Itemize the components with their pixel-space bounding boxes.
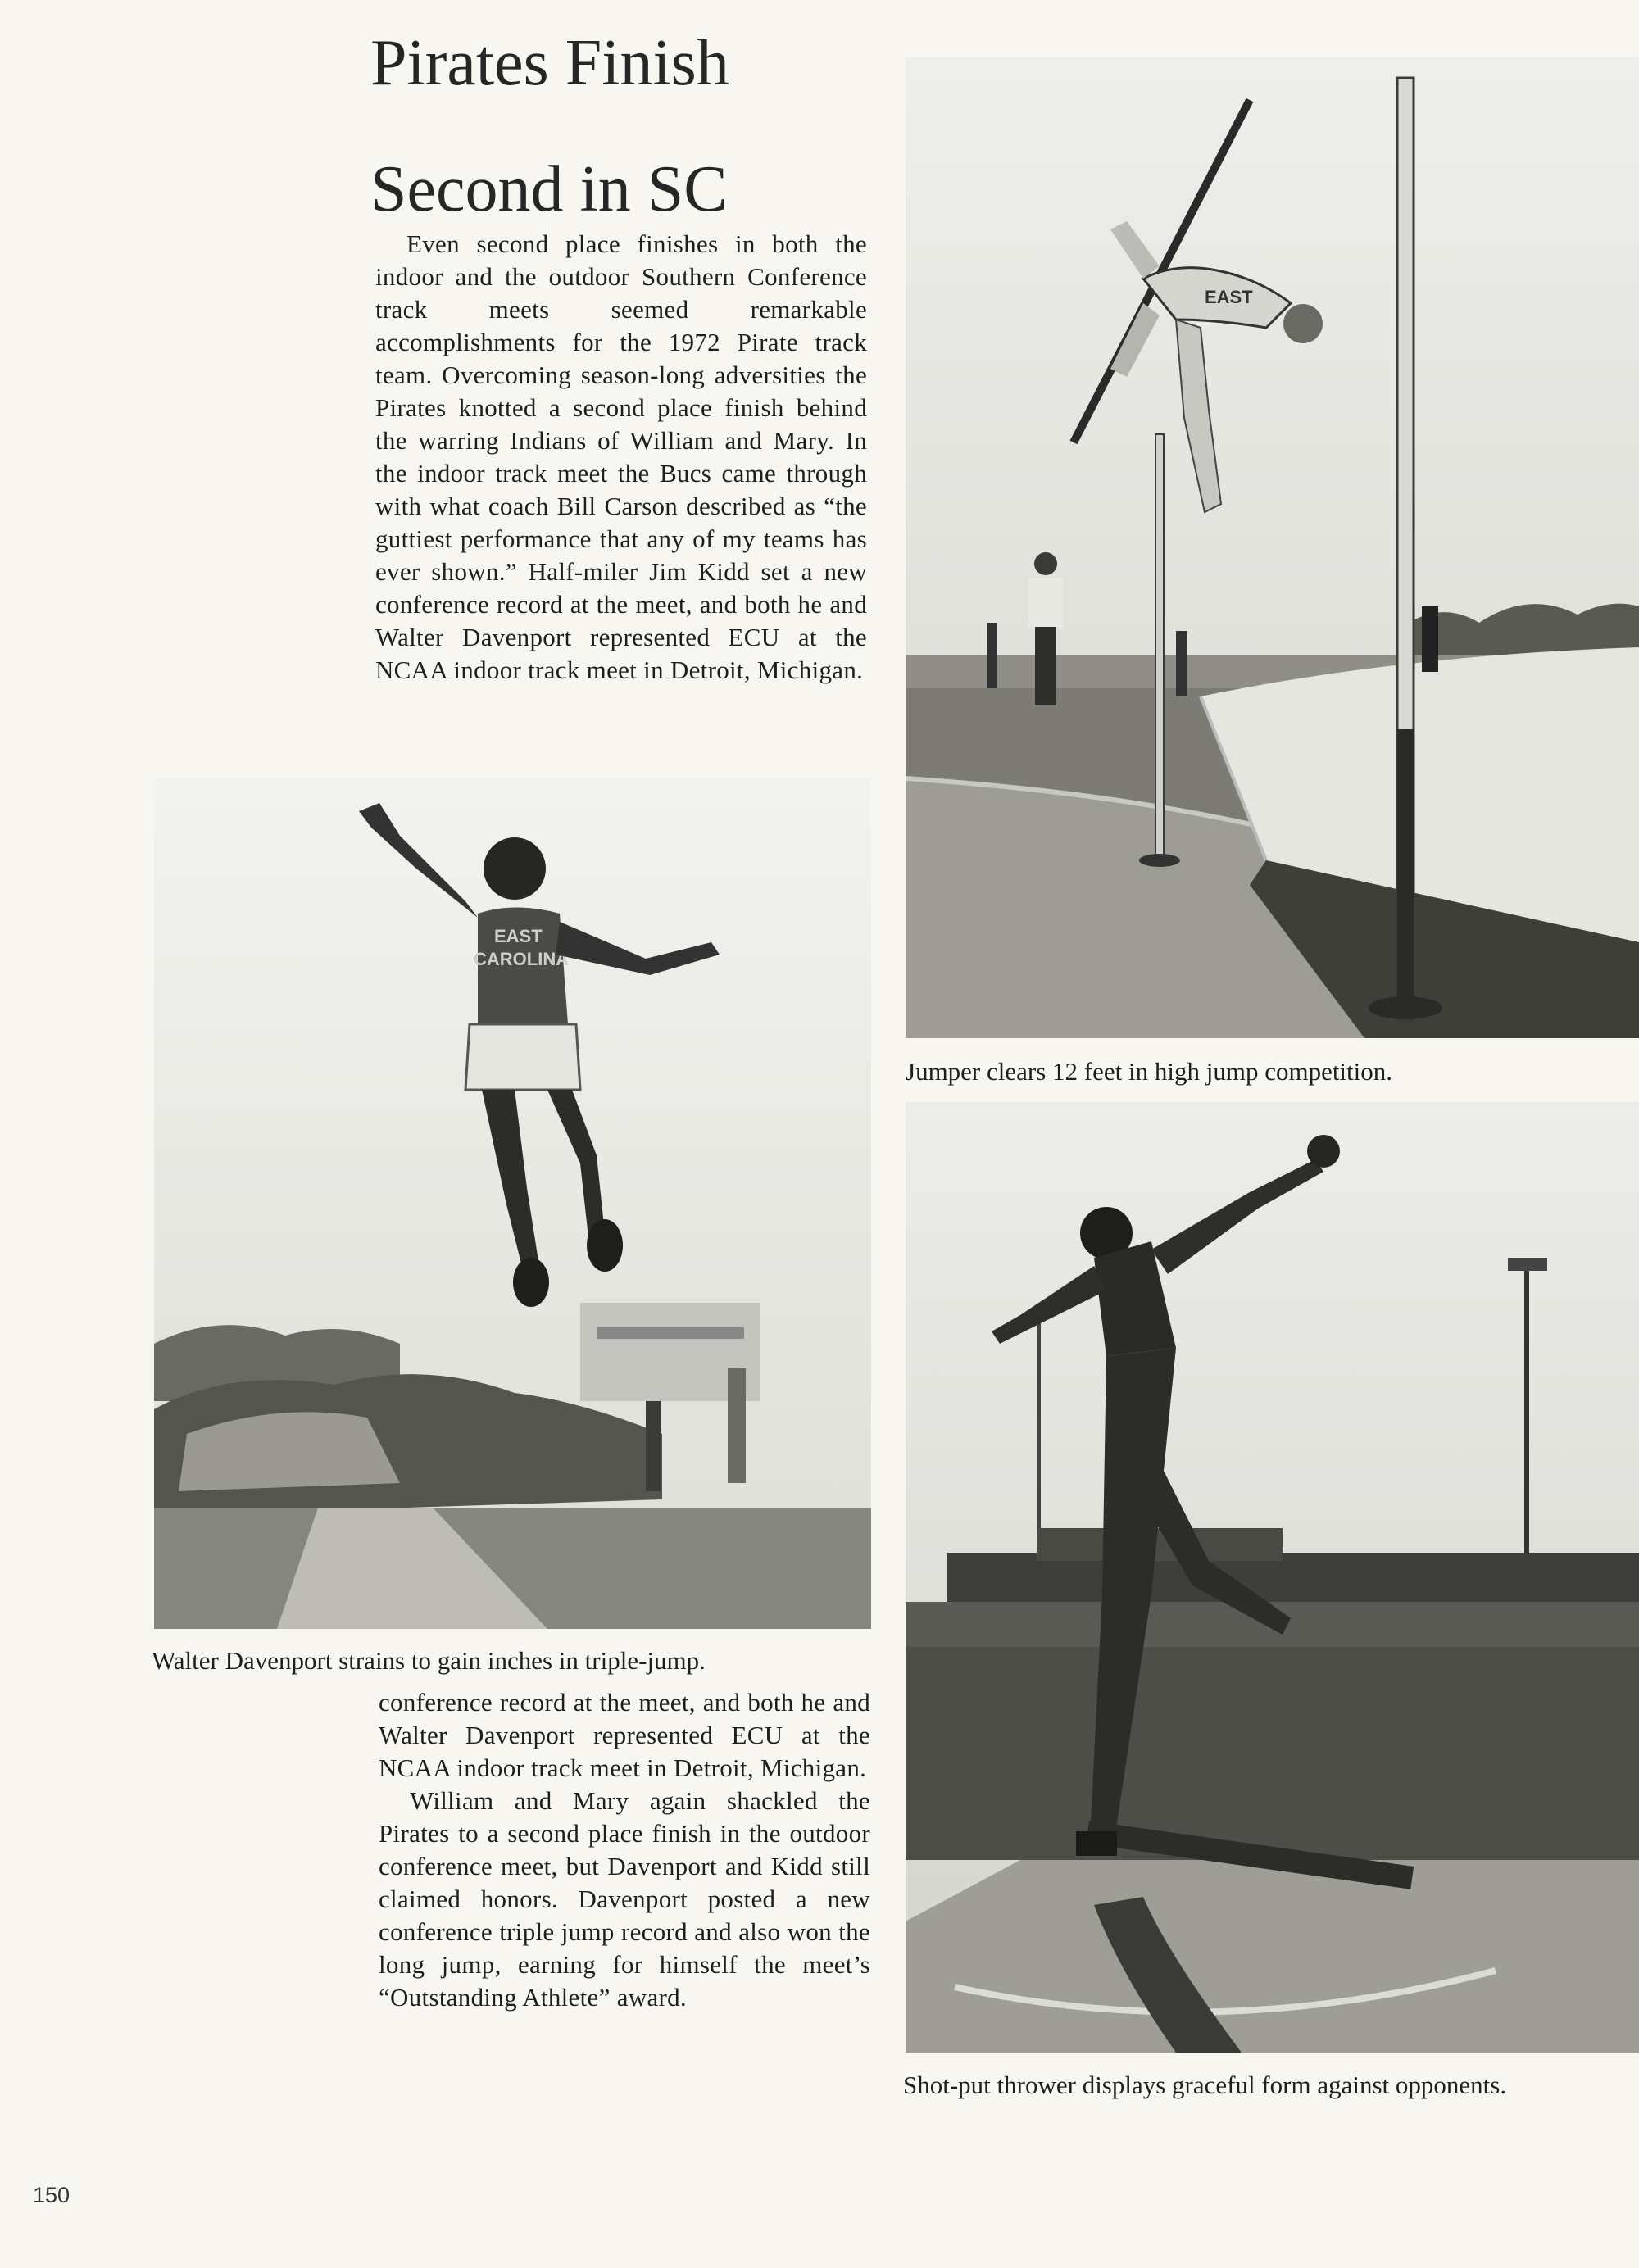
shot-put-caption: Shot-put thrower displays graceful form against opponents. bbox=[903, 2071, 1507, 2099]
long-jump-caption: Walter Davenport strains to gain inches in triple-jump. bbox=[152, 1646, 706, 1675]
high-jump-caption: Jumper clears 12 feet in high jump competition. bbox=[906, 1057, 1393, 1086]
long-jump-photo bbox=[154, 778, 871, 1629]
high-jump-photo bbox=[906, 57, 1639, 1038]
high-jump-jersey-text: EAST bbox=[1205, 287, 1253, 307]
intro-column bbox=[375, 228, 867, 687]
intro-paragraph: Even second place finishes in both the indoor and the outdoor Southern Conference track meets seemed remarkable accomplishments for the 1972 Pirate track team. Overcoming season-long adversities the Pirates knotted a second place finish behind the warring Indians of William and Mary. In the indoor track meet the Bucs came through with what coach Bill Carson described as “the guttiest performance that any of my teams has ever shown.” Half-miler Jim Kidd set a new conference record at the meet, and both he and Walter Davenport represented ECU at the NCAA indoor track meet in Detroit, Michigan. bbox=[375, 229, 867, 684]
article-title-line2: Second in SC bbox=[370, 153, 728, 225]
second-paragraph: William and Mary again shackled the Pirates to a second place finish in the outdoor conference meet, but Davenport and Kidd still claimed honors. Davenport posted a new conference triple jump record and also won the long jump, earning for himself the meet’s “Outstanding Athlete” award. bbox=[379, 1786, 870, 2012]
article-title bbox=[370, 0, 895, 252]
continuation-paragraph: conference record at the meet, and both he and Walter Davenport represented ECU at the NCAA indoor track meet in Detroit, Michigan. bbox=[379, 1688, 870, 1782]
article-title-line1: Pirates Finish bbox=[370, 27, 729, 99]
long-jump-jersey-line2: CAROLINA bbox=[474, 949, 570, 969]
page-number: 150 bbox=[33, 2183, 70, 2207]
continuation-column bbox=[379, 1686, 870, 2014]
shot-put-photo bbox=[906, 1102, 1639, 2053]
long-jump-jersey-line1: EAST bbox=[494, 926, 543, 946]
